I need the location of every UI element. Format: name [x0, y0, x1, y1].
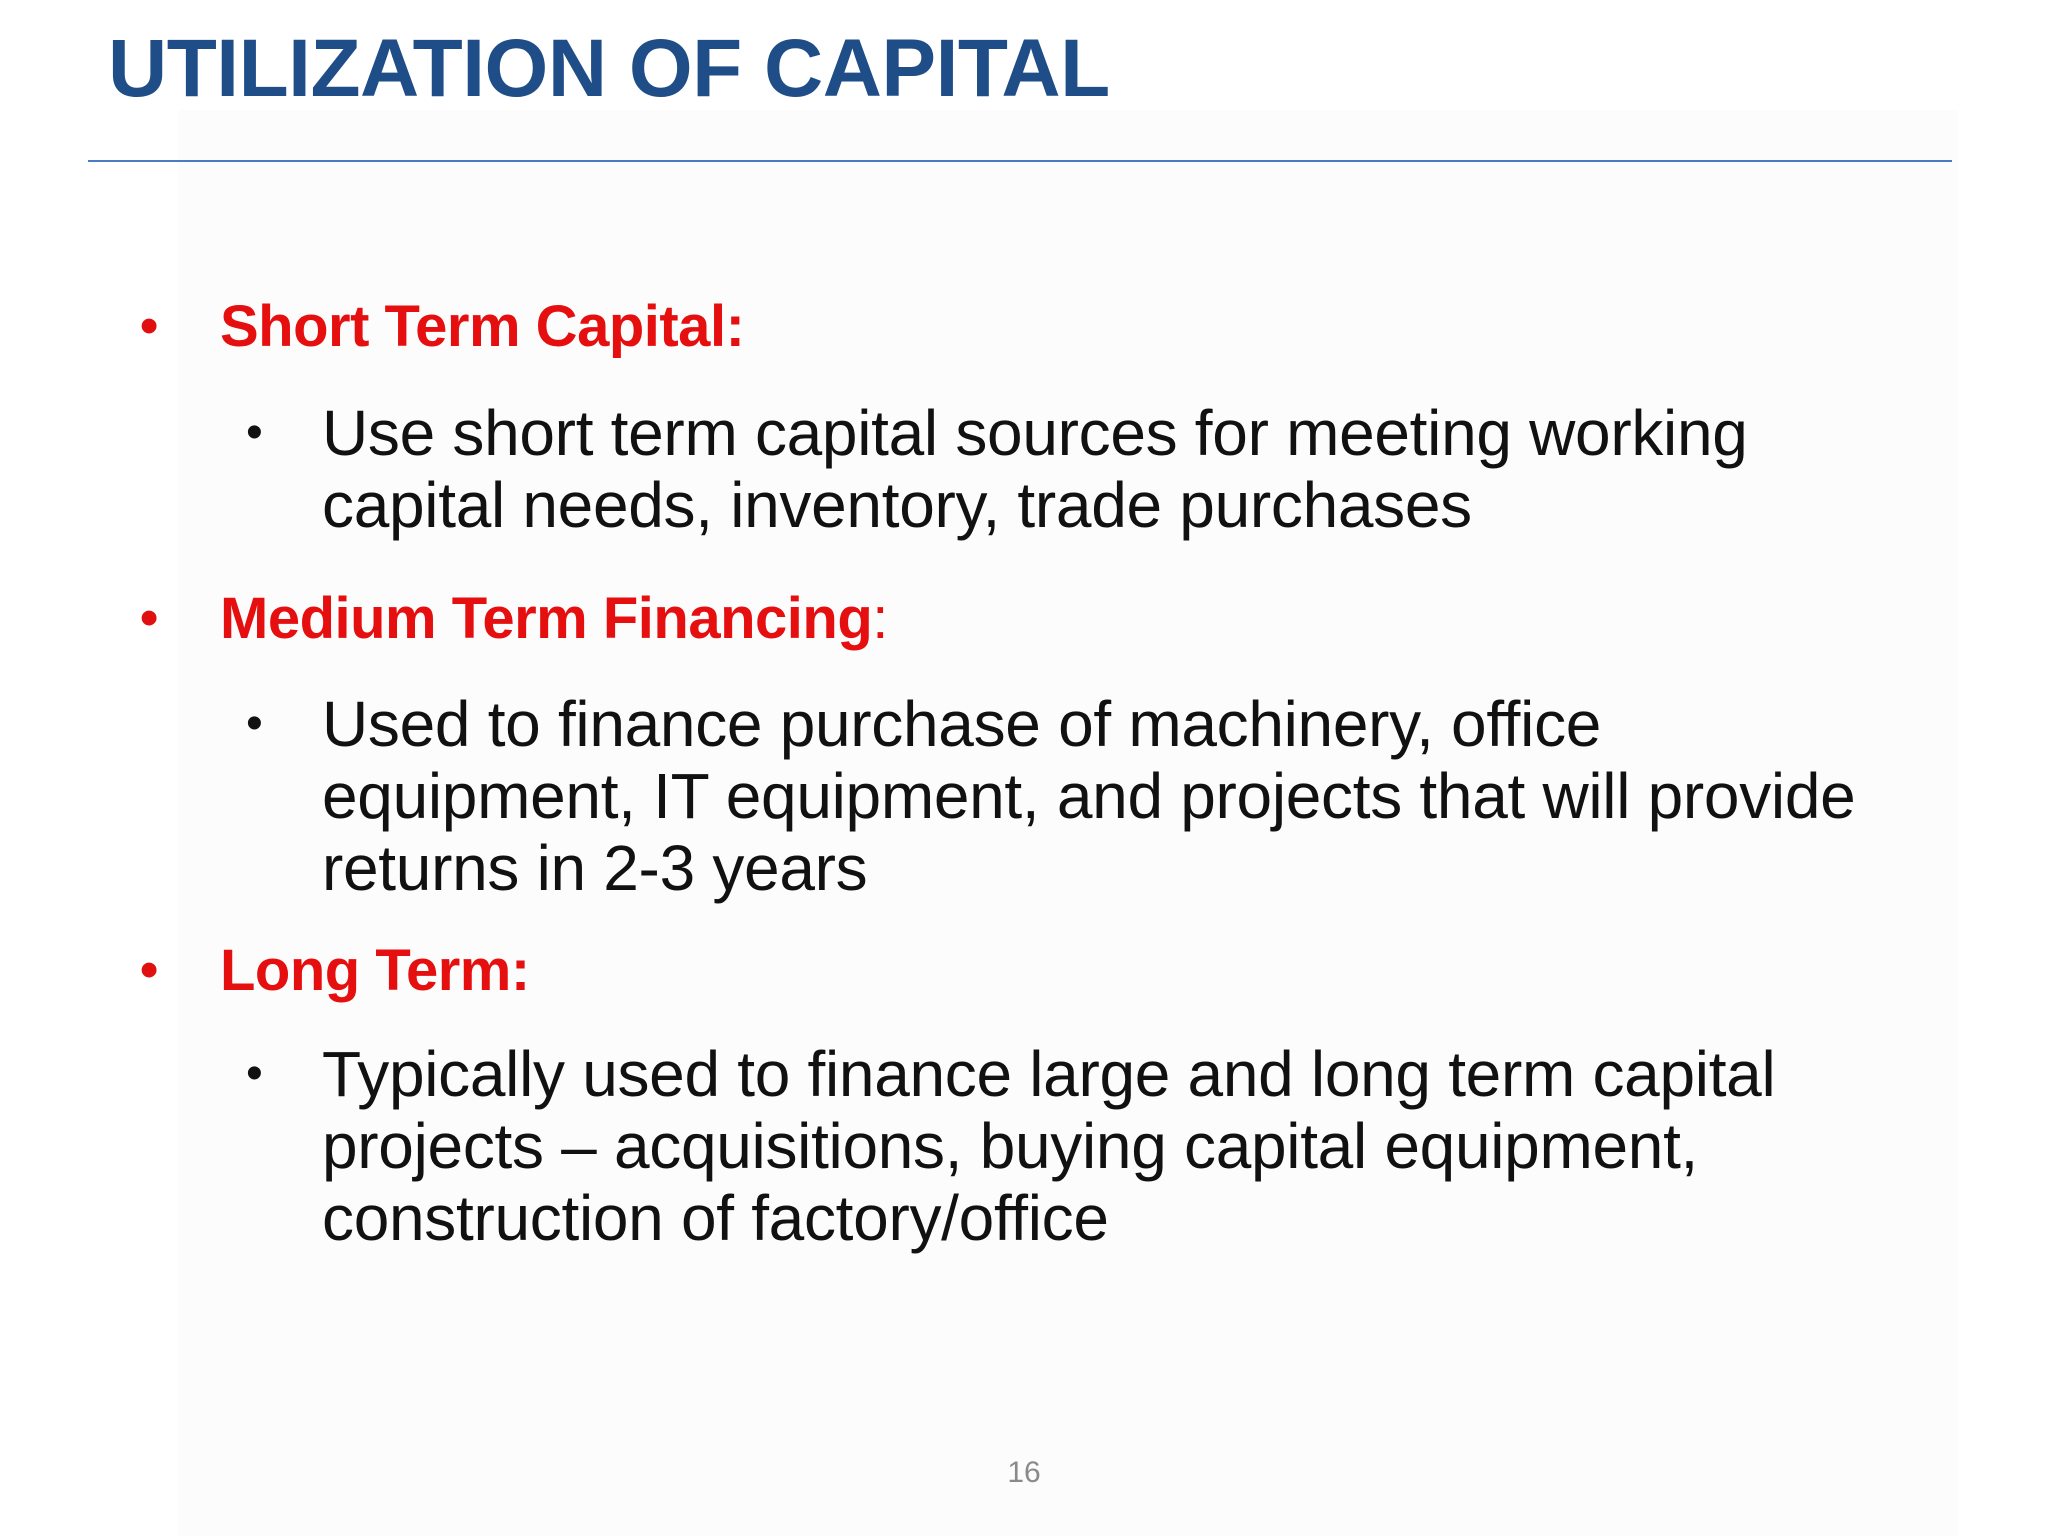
bullet-dot: • — [140, 297, 159, 355]
bullet-dot: • — [140, 589, 159, 647]
section-heading-short-term — [140, 286, 744, 366]
heading-label: Long Term — [220, 937, 511, 1003]
slide-title: UTILIZATION OF CAPITAL — [108, 23, 1110, 114]
heading-colon: : — [725, 293, 745, 359]
bullet-dot: • — [140, 941, 159, 999]
section-body-short-term — [240, 397, 1940, 541]
page-number: 16 — [1007, 1456, 1041, 1489]
sub-bullet-dot: • — [246, 406, 263, 459]
body-text: Used to finance purchase of machinery, office equipment, IT equipment, and projects that will provide returns in 2-3 years — [322, 688, 1856, 904]
sub-bullet-dot: • — [246, 697, 263, 750]
section-heading-medium-term — [140, 578, 888, 658]
body-text: Typically used to finance large and long term capital projects – acquisitions, buying capital equipment, construction of factory/office — [322, 1038, 1776, 1254]
body-text: Use short term capital sources for meeting working capital needs, inventory, trade purchases — [322, 397, 1748, 541]
section-heading-long-term — [140, 930, 530, 1010]
heading-label: Short Term Capital — [220, 293, 726, 359]
sub-bullet-dot: • — [246, 1047, 263, 1100]
heading-colon: : — [872, 585, 889, 651]
section-body-medium-term — [240, 688, 1940, 904]
section-body-long-term — [240, 1038, 1940, 1254]
heading-colon: : — [510, 937, 530, 1003]
heading-label: Medium Term Financing — [220, 585, 873, 651]
